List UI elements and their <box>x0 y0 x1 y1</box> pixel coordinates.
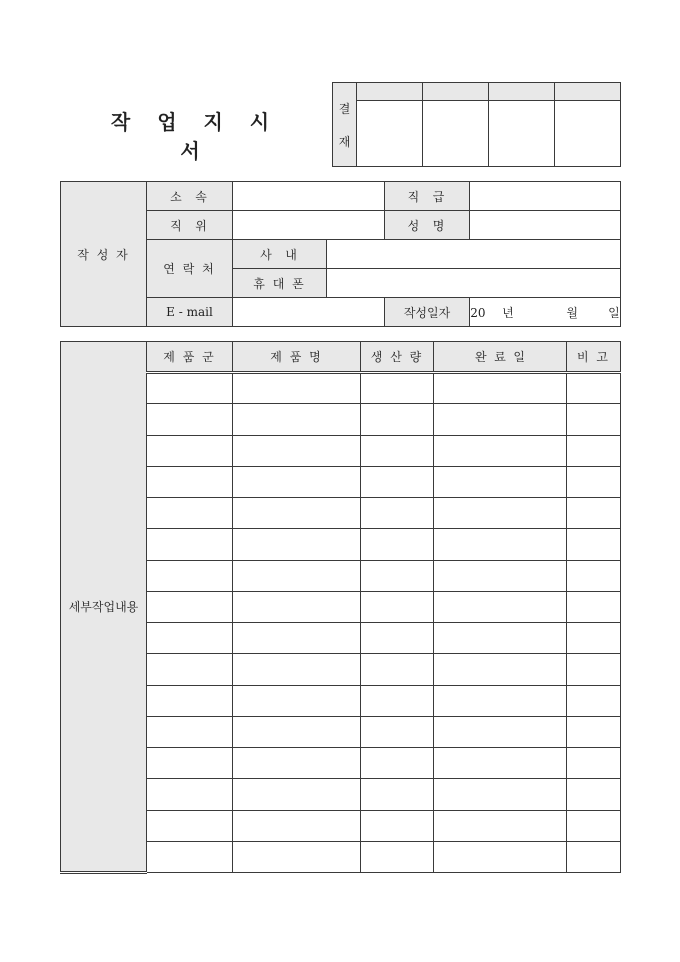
quantity-cell[interactable] <box>361 779 434 810</box>
affiliation-field[interactable] <box>233 182 385 211</box>
quantity-cell[interactable] <box>361 466 434 497</box>
remarks-cell[interactable] <box>567 810 621 841</box>
completion-date-cell[interactable] <box>434 654 567 685</box>
quantity-cell[interactable] <box>361 529 434 560</box>
details-section-label: 세부작업내용 <box>61 342 147 873</box>
approval-label-top: 결 <box>338 101 351 116</box>
completion-date-cell[interactable] <box>434 404 567 435</box>
quantity-cell[interactable] <box>361 435 434 466</box>
product-name-cell[interactable] <box>233 373 361 404</box>
completion-date-cell[interactable] <box>434 591 567 622</box>
rank-field[interactable] <box>470 182 621 211</box>
author-table <box>60 181 621 327</box>
product-group-cell[interactable] <box>147 591 233 622</box>
name-label: 성 명 <box>385 211 470 240</box>
quantity-cell[interactable] <box>361 498 434 529</box>
office-phone-field[interactable] <box>327 240 621 269</box>
product-name-cell[interactable] <box>233 716 361 747</box>
product-name-cell[interactable] <box>233 435 361 466</box>
quantity-cell[interactable] <box>361 591 434 622</box>
product-group-cell[interactable] <box>147 716 233 747</box>
product-name-cell[interactable] <box>233 779 361 810</box>
remarks-cell[interactable] <box>567 466 621 497</box>
position-label: 직 위 <box>147 211 233 240</box>
completion-date-cell[interactable] <box>434 810 567 841</box>
product-name-cell[interactable] <box>233 623 361 654</box>
details-table <box>60 341 621 874</box>
completion-date-cell[interactable] <box>434 529 567 560</box>
date-field[interactable] <box>470 298 621 327</box>
quantity-cell[interactable] <box>361 654 434 685</box>
quantity-cell[interactable] <box>361 373 434 404</box>
office-phone-label: 사 내 <box>233 240 327 269</box>
completion-date-cell[interactable] <box>434 685 567 716</box>
column-header-completion-date: 완 료 일 <box>434 342 567 373</box>
product-group-cell[interactable] <box>147 435 233 466</box>
date-month-unit: 월 <box>566 305 578 320</box>
approval-sign-cell-2[interactable] <box>423 101 489 167</box>
approval-label <box>333 83 357 167</box>
product-group-cell[interactable] <box>147 560 233 591</box>
remarks-cell[interactable] <box>567 654 621 685</box>
approval-box <box>332 82 621 167</box>
approval-title-cell-2[interactable] <box>423 83 489 101</box>
approval-title-cell-3[interactable] <box>489 83 555 101</box>
completion-date-cell[interactable] <box>434 435 567 466</box>
remarks-cell[interactable] <box>567 748 621 779</box>
completion-date-cell[interactable] <box>434 748 567 779</box>
product-name-cell[interactable] <box>233 404 361 435</box>
completion-date-cell[interactable] <box>434 623 567 654</box>
date-label: 작성일자 <box>385 298 470 327</box>
completion-date-cell[interactable] <box>434 373 567 404</box>
product-name-cell[interactable] <box>233 560 361 591</box>
product-name-cell[interactable] <box>233 654 361 685</box>
completion-date-cell[interactable] <box>434 560 567 591</box>
product-group-cell[interactable] <box>147 466 233 497</box>
product-name-cell[interactable] <box>233 529 361 560</box>
product-name-cell[interactable] <box>233 591 361 622</box>
approval-title-cell-4[interactable] <box>555 83 621 101</box>
email-label: E - mail <box>147 298 233 327</box>
product-group-cell[interactable] <box>147 404 233 435</box>
column-header-product-name: 제 품 명 <box>233 342 361 373</box>
quantity-cell[interactable] <box>361 810 434 841</box>
remarks-cell[interactable] <box>567 560 621 591</box>
email-field[interactable] <box>233 298 385 327</box>
completion-date-cell[interactable] <box>434 498 567 529</box>
remarks-cell[interactable] <box>567 529 621 560</box>
date-year: 20 <box>470 305 486 320</box>
mobile-phone-field[interactable] <box>327 269 621 298</box>
affiliation-label: 소 속 <box>147 182 233 211</box>
completion-date-cell[interactable] <box>434 716 567 747</box>
product-group-cell[interactable] <box>147 373 233 404</box>
date-day-unit: 일 <box>608 305 620 320</box>
remarks-cell[interactable] <box>567 435 621 466</box>
product-name-cell[interactable] <box>233 810 361 841</box>
product-name-cell[interactable] <box>233 466 361 497</box>
remarks-cell[interactable] <box>567 716 621 747</box>
approval-sign-cell-4[interactable] <box>555 101 621 167</box>
remarks-cell[interactable] <box>567 373 621 404</box>
completion-date-cell[interactable] <box>434 841 567 872</box>
remarks-cell[interactable] <box>567 685 621 716</box>
mobile-phone-label: 휴 대 폰 <box>233 269 327 298</box>
remarks-cell[interactable] <box>567 841 621 872</box>
completion-date-cell[interactable] <box>434 466 567 497</box>
remarks-cell[interactable] <box>567 779 621 810</box>
product-name-cell[interactable] <box>233 685 361 716</box>
approval-sign-cell-3[interactable] <box>489 101 555 167</box>
quantity-cell[interactable] <box>361 716 434 747</box>
quantity-cell[interactable] <box>361 404 434 435</box>
quantity-cell[interactable] <box>361 623 434 654</box>
product-group-cell[interactable] <box>147 623 233 654</box>
product-name-cell[interactable] <box>233 748 361 779</box>
quantity-cell[interactable] <box>361 685 434 716</box>
approval-sign-cell-1[interactable] <box>357 101 423 167</box>
product-group-cell[interactable] <box>147 748 233 779</box>
remarks-cell[interactable] <box>567 498 621 529</box>
document-title: 작 업 지 시 서 <box>110 110 280 163</box>
name-field[interactable] <box>470 211 621 240</box>
product-group-cell[interactable] <box>147 810 233 841</box>
contact-label: 연 락 처 <box>147 240 233 298</box>
quantity-cell[interactable] <box>361 748 434 779</box>
product-group-cell[interactable] <box>147 654 233 685</box>
remarks-cell[interactable] <box>567 623 621 654</box>
product-name-cell[interactable] <box>233 498 361 529</box>
position-field[interactable] <box>233 211 385 240</box>
product-name-cell[interactable] <box>233 841 361 872</box>
product-group-cell[interactable] <box>147 529 233 560</box>
product-group-cell[interactable] <box>147 685 233 716</box>
approval-label-bottom: 재 <box>338 134 351 149</box>
product-group-cell[interactable] <box>147 779 233 810</box>
approval-title-cell-1[interactable] <box>357 83 423 101</box>
quantity-cell[interactable] <box>361 841 434 872</box>
product-group-cell[interactable] <box>147 498 233 529</box>
remarks-cell[interactable] <box>567 404 621 435</box>
column-header-remarks: 비 고 <box>567 342 621 373</box>
column-header-quantity: 생 산 량 <box>361 342 434 373</box>
product-group-cell[interactable] <box>147 841 233 872</box>
remarks-cell[interactable] <box>567 591 621 622</box>
author-section-label: 작 성 자 <box>61 182 147 327</box>
rank-label: 직 급 <box>385 182 470 211</box>
column-header-product-group: 제 품 군 <box>147 342 233 373</box>
quantity-cell[interactable] <box>361 560 434 591</box>
date-year-unit: 년 <box>502 305 514 320</box>
completion-date-cell[interactable] <box>434 779 567 810</box>
